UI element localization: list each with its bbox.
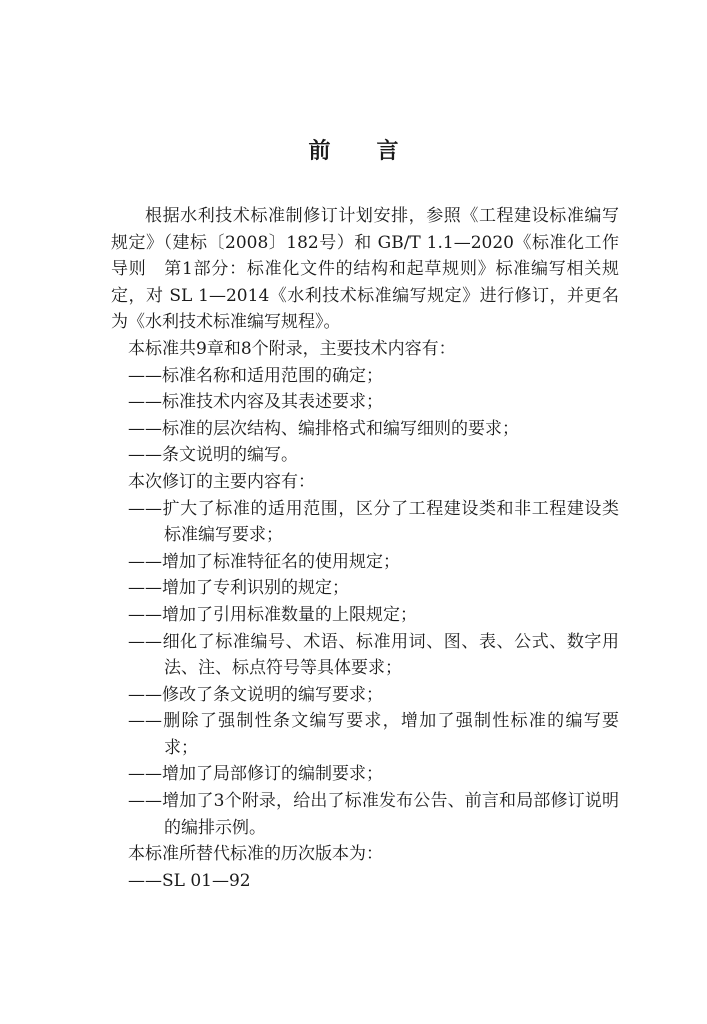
contents-intro: 本标准共9章和8个附录，主要技术内容有：	[128, 338, 456, 359]
intro-paragraph: 根据水利技术标准制修订计划安排，参照《工程建设标准编写规定》（建标〔2008〕182号）和 GB/T 1.1—2020《标准化工作导则 第1部分：标准化文件的结构和起草规则》标准编写相关规定，对 SL 1—2014《水利技术标准编写规定》进行修订，并更名为《水利技术标准编写规程》。	[111, 206, 619, 333]
title-char-1: 前	[308, 138, 331, 164]
history-intro: 本标准所替代标准的历次版本为：	[128, 844, 383, 865]
revision-item: ——修改了条文说明的编写要求；	[128, 684, 383, 705]
contents-item: ——标准技术内容及其表述要求；	[128, 392, 383, 413]
preface-body	[111, 203, 619, 894]
history-item: ——SL 01—92	[128, 870, 251, 891]
revision-item: ——扩大了标准的适用范围，区分了工程建设类和非工程建设类标准编写要求；	[128, 498, 619, 546]
revision-item: ——增加了专利识别的规定；	[128, 578, 349, 599]
revision-item: ——增加了标准特征名的使用规定；	[128, 551, 400, 572]
revision-intro: 本次修订的主要内容有：	[128, 471, 315, 492]
contents-item: ——标准的层次结构、编排格式和编写细则的要求；	[128, 418, 519, 439]
revision-item: ——细化了标准编号、术语、标准用词、图、表、公式、数字用法、注、标点符号等具体要求；	[128, 631, 619, 679]
page-title	[0, 134, 707, 165]
revision-item: ——删除了强制性条文编写要求，增加了强制性标准的编写要求；	[128, 711, 619, 758]
contents-item: ——标准名称和适用范围的确定；	[128, 365, 383, 386]
title-char-2: 言	[376, 138, 399, 164]
revision-item: ——增加了3个附录，给出了标准发布公告、前言和局部修订说明的编排示例。	[128, 791, 619, 838]
revision-item: ——增加了局部修订的编制要求；	[128, 764, 383, 785]
revision-item: ——增加了引用标准数量的上限规定；	[128, 604, 417, 625]
contents-item: ——条文说明的编写。	[128, 445, 298, 466]
